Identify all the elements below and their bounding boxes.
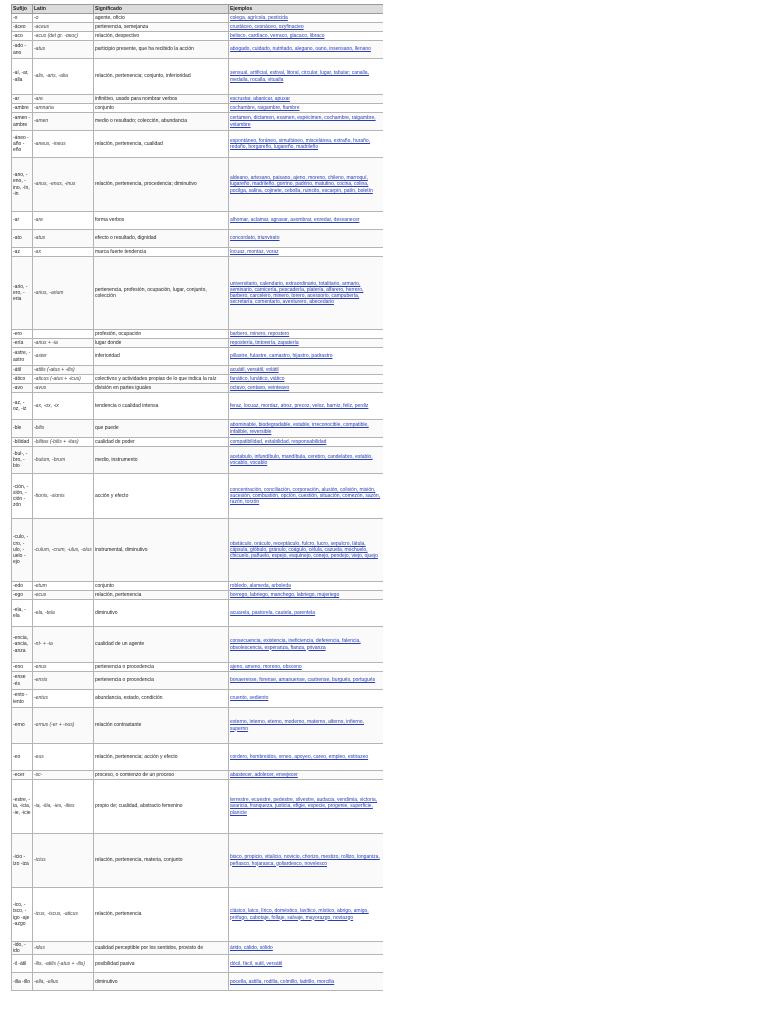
table-row bbox=[12, 384, 384, 393]
table-row bbox=[12, 59, 384, 95]
suffix-cell: -ar bbox=[12, 95, 33, 104]
meaning-cell: conjunto bbox=[94, 104, 229, 113]
table-row bbox=[12, 330, 384, 339]
meaning-cell: relación, pertenencia bbox=[94, 591, 229, 600]
examples-cell bbox=[229, 672, 384, 690]
suffix-cell: -áneo -año -eño bbox=[12, 131, 33, 158]
example-links[interactable]: octavo, centavo, veinteavo bbox=[230, 384, 290, 391]
table-row bbox=[12, 212, 384, 230]
meaning-cell: cualidad de un agente bbox=[94, 627, 229, 663]
table-row bbox=[12, 780, 384, 834]
examples-cell bbox=[229, 348, 384, 366]
table-body bbox=[12, 14, 384, 991]
meaning-cell: participio presente, que ha recibido la acción bbox=[94, 41, 229, 59]
latin-cell: -eus bbox=[33, 744, 94, 771]
examples-cell bbox=[229, 113, 384, 131]
table-row bbox=[12, 438, 384, 447]
latin-cell: -ilis, -atilis (-atus + -ilis) bbox=[33, 955, 94, 973]
examples-cell bbox=[229, 384, 384, 393]
examples-cell bbox=[229, 375, 384, 384]
table-row bbox=[12, 744, 384, 771]
examples-cell bbox=[229, 973, 384, 991]
example-links[interactable]: bisco, propicio, vitalicio, novicio, chorizo, mestizo, rollizo, longaniza, peñasco, hojarasca, goliardesco, novelesco bbox=[230, 854, 380, 867]
latin-cell: -sc- bbox=[33, 771, 94, 780]
examples-cell bbox=[229, 771, 384, 780]
examples-cell bbox=[229, 600, 384, 627]
example-links[interactable]: sensual, artificial, estival, litoral, circular, lugar, tabular; canalla, medalla, rocalla, vitualla bbox=[230, 70, 369, 83]
latin-cell: -anus, -enus, -inus bbox=[33, 158, 94, 212]
latin-cell: -atus bbox=[33, 41, 94, 59]
meaning-cell: colectivos y actividades propias de lo que indica la raíz bbox=[94, 375, 229, 384]
suffix-cell: -ario, -ero, -eria bbox=[12, 257, 33, 330]
examples-cell bbox=[229, 23, 384, 32]
suffix-cell: -avo bbox=[12, 384, 33, 393]
examples-cell bbox=[229, 708, 384, 744]
meaning-cell: cualidad de poder bbox=[94, 438, 229, 447]
example-links[interactable]: bonaerense, forense, amanuense, castrense, burgués, portugués bbox=[230, 677, 376, 684]
examples-cell bbox=[229, 104, 384, 113]
meaning-cell: diminutivo bbox=[94, 600, 229, 627]
meaning-cell: profesión, ocupación bbox=[94, 330, 229, 339]
table-header bbox=[12, 5, 384, 14]
suffix-cell: -átil bbox=[12, 366, 33, 375]
suffix-cell: -estre, -ia, -icia, -ie, -icie bbox=[12, 780, 33, 834]
table-row bbox=[12, 708, 384, 744]
table-row bbox=[12, 158, 384, 212]
suffix-cell: -ado -ano bbox=[12, 41, 33, 59]
table-row bbox=[12, 41, 384, 59]
latin-cell: -icus, -iscus, -aticus bbox=[33, 888, 94, 942]
meaning-cell: infinitivo, usado para nombrar verbos bbox=[94, 95, 229, 104]
meaning-cell: lugar donde bbox=[94, 339, 229, 348]
latin-cell: -ia, -itia, -ies, -ities bbox=[33, 780, 94, 834]
latin-cell: -idus bbox=[33, 942, 94, 955]
header-meaning: Significado bbox=[94, 5, 229, 14]
example-links[interactable]: concordato, triunvirato bbox=[230, 235, 280, 242]
example-links[interactable]: universitario, calendario, extraordinario, totalitario, armario, seminario, carnicería, pescadería, platería, alfarero, herrero, barbero, carcelero, minero, torero, acessorio, campubería, secretaría, comentario, aventurero, abecedario bbox=[230, 280, 364, 306]
latin-cell: -atus bbox=[33, 230, 94, 248]
meaning-cell: pertenencia, profesión, ocupación, lugar, conjunto, colección bbox=[94, 257, 229, 330]
example-links[interactable]: pillastre, fulastre, camastro, hijastro, padrastro bbox=[230, 353, 333, 360]
table-row bbox=[12, 474, 384, 519]
examples-cell bbox=[229, 582, 384, 591]
example-links[interactable]: obstáculo, oráculo, receptáculo, fulcro, lucro, sepulcro, látula, cápsula, glóbulo, gránulo, coágulo, célula, cazuela, mochuelo, chicuelo, pañuelo, espejo, esquinejo, conejo, pendejo, viejo, ojuejo bbox=[230, 540, 378, 560]
meaning-cell: instrumental, diminutivo bbox=[94, 519, 229, 582]
suffix-cell: -ico, -isco, -igo -aje -azgo bbox=[12, 888, 33, 942]
suffix-cell: -ense -és bbox=[12, 672, 33, 690]
example-links[interactable]: acuarela, pastorela, cautela, parentela bbox=[230, 609, 316, 616]
examples-cell bbox=[229, 230, 384, 248]
latin-cell: -ax, -ox, -ix bbox=[33, 393, 94, 420]
examples-cell bbox=[229, 330, 384, 339]
suffix-cell: -eno bbox=[12, 663, 33, 672]
suffix-cell: -ción, -sión, -ción -zón bbox=[12, 474, 33, 519]
examples-cell bbox=[229, 41, 384, 59]
header-row bbox=[12, 5, 384, 14]
suffix-cell: -ar bbox=[12, 212, 33, 230]
example-links[interactable]: espontáneo, foráneo, simultáneo, miscelánea, extraño, huraño, redaño, borgareño, lugareño, madrileño bbox=[230, 137, 371, 150]
suffix-cell: -ido, -ido bbox=[12, 942, 33, 955]
latin-cell: -ecus bbox=[33, 591, 94, 600]
latin-cell: -culum, -crum, -ulus, -olus bbox=[33, 519, 94, 582]
meaning-cell: relación, pertenencia, procedencia; diminutivo bbox=[94, 158, 229, 212]
table-row bbox=[12, 663, 384, 672]
table-row bbox=[12, 257, 384, 330]
meaning-cell: relación, pertenencia bbox=[94, 888, 229, 942]
suffix-cell: -ático bbox=[12, 375, 33, 384]
suffix-cell: -ego bbox=[12, 591, 33, 600]
example-links[interactable]: escrustar, abanicar, apuxar bbox=[230, 95, 291, 102]
meaning-cell: posibilidad pasiva bbox=[94, 955, 229, 973]
examples-cell bbox=[229, 519, 384, 582]
suffix-cell: -ela, -ela bbox=[12, 600, 33, 627]
examples-cell bbox=[229, 212, 384, 230]
suffix-cell: -encia, -ancia, -anza bbox=[12, 627, 33, 663]
latin-cell: -arius + -ia bbox=[33, 339, 94, 348]
latin-cell: -entus bbox=[33, 690, 94, 708]
meaning-cell: proceso, o comienzo de un proceso bbox=[94, 771, 229, 780]
latin-cell: -tionis, -sionis bbox=[33, 474, 94, 519]
latin-cell: -amen bbox=[33, 113, 94, 131]
example-links[interactable]: feraz, locuaz, mordaz, atroz, precoz, veloz, barniz, feliz, perdiz bbox=[230, 402, 369, 409]
table-row bbox=[12, 95, 384, 104]
suffix-cell: -erno bbox=[12, 708, 33, 744]
examples-cell bbox=[229, 14, 384, 23]
table-row bbox=[12, 600, 384, 627]
examples-cell bbox=[229, 942, 384, 955]
examples-cell bbox=[229, 366, 384, 375]
latin-cell: -atilis (-atus + -ilis) bbox=[33, 366, 94, 375]
suffix-cell: -eo bbox=[12, 744, 33, 771]
suffix-table-document bbox=[11, 4, 383, 999]
examples-cell bbox=[229, 438, 384, 447]
meaning-cell: efecto o resultado, dignidad bbox=[94, 230, 229, 248]
meaning-cell: relación contrastante bbox=[94, 708, 229, 744]
suffix-cell: -bilidad bbox=[12, 438, 33, 447]
example-links[interactable]: colega, agrícola, pesticida bbox=[230, 14, 288, 21]
examples-cell bbox=[229, 663, 384, 672]
example-links[interactable]: compatibilidad, estabilidad, responsabilidad bbox=[230, 438, 327, 445]
suffix-cell: -amen -ambre bbox=[12, 113, 33, 131]
latin-cell: -acus (del gr. -ακος) bbox=[33, 32, 94, 41]
example-links[interactable]: consecuencia, existencia, ineficiencia, deferencia, falencia, obsolescencia, esperanza, fianza, privanza bbox=[230, 638, 361, 651]
suffix-cell: -ano, -eno, -ino, -ín, -in bbox=[12, 158, 33, 212]
meaning-cell: abundancia, estado, condición bbox=[94, 690, 229, 708]
example-links[interactable]: fanático, lunático, viático bbox=[230, 375, 285, 382]
examples-cell bbox=[229, 780, 384, 834]
example-links[interactable]: locuaz, montaz, voraz bbox=[230, 248, 279, 255]
table-row bbox=[12, 23, 384, 32]
meaning-cell: relación, pertenencia, cualidad bbox=[94, 131, 229, 158]
latin-cell: -are bbox=[33, 95, 94, 104]
meaning-cell: medio o resultado; colección, abundancia bbox=[94, 113, 229, 131]
latin-cell: -ernus (-er + -nus) bbox=[33, 708, 94, 744]
examples-cell bbox=[229, 257, 384, 330]
latin-cell: -icius bbox=[33, 834, 94, 888]
suffix-cell: -illa -illo bbox=[12, 973, 33, 991]
examples-cell bbox=[229, 447, 384, 474]
meaning-cell: agente, oficio bbox=[94, 14, 229, 23]
table-row bbox=[12, 942, 384, 955]
example-links[interactable]: barbero, minero, repostero bbox=[230, 330, 290, 337]
example-links[interactable]: concentración, conciliación, corporación, alusión, colisión, misión, sucesión, combustión, opción, cuestión, situación, comezón, sazón, razón, torzón bbox=[230, 486, 381, 506]
examples-cell bbox=[229, 95, 384, 104]
meaning-cell: relación, pertenencia; acción y efecto bbox=[94, 744, 229, 771]
table-row bbox=[12, 955, 384, 973]
latin-cell: -etum bbox=[33, 582, 94, 591]
latin-cell: -nt- + -ia bbox=[33, 627, 94, 663]
latin-cell: -ax bbox=[33, 248, 94, 257]
meaning-cell: que puede bbox=[94, 420, 229, 438]
latin-cell: -are bbox=[33, 212, 94, 230]
example-links[interactable]: belisco, cardíaco, verraco, glacaco, libraco bbox=[230, 32, 325, 39]
example-links[interactable]: terrestre, ecuestre, pedestre, silvestre, audacia, vendimia, victoria, avaricia, franqueza, justicia, efigie, especie, progenie, superficie, planicie bbox=[230, 797, 378, 816]
latin-cell: -aster bbox=[33, 348, 94, 366]
suffix-cell: -icio -izo -iza bbox=[12, 834, 33, 888]
examples-cell bbox=[229, 591, 384, 600]
suffix-cell: -al, -ar, -alla bbox=[12, 59, 33, 95]
meaning-cell: acción y efecto bbox=[94, 474, 229, 519]
suffix-cell: -bul-, -bro, -bio bbox=[12, 447, 33, 474]
examples-cell bbox=[229, 131, 384, 158]
meaning-cell: diminutivo bbox=[94, 973, 229, 991]
meaning-cell: medio, instrumento bbox=[94, 447, 229, 474]
latin-cell: -ella, -ellus bbox=[33, 973, 94, 991]
table-row bbox=[12, 104, 384, 113]
table-row bbox=[12, 888, 384, 942]
meaning-cell: pertenencia o procedencia bbox=[94, 663, 229, 672]
example-links[interactable]: ajeno, ameno, moreno, obsceno bbox=[230, 663, 302, 670]
table-row bbox=[12, 248, 384, 257]
examples-cell bbox=[229, 690, 384, 708]
meaning-cell: propio de; cualidad, abstracto femenino bbox=[94, 780, 229, 834]
suffix-cell: -ería bbox=[12, 339, 33, 348]
latin-cell: -aneus, -ineus bbox=[33, 131, 94, 158]
example-links[interactable]: certamen, dictamen, examen, espécimen, cochambre, raigambre, velambre bbox=[230, 115, 376, 128]
example-links[interactable]: alhomar, aclamar, agravar, asombrar, enredar, desvanecer bbox=[230, 217, 360, 224]
example-links[interactable]: aldeano, artesano, paisano, ajeno, moreno, chileno, marroquí, lugareño, madrileño, gorrino, padrino, matutino, cocina, colina, pocilga, salina, cojinete, cebolla, ruincito, escarpín, patín, boletín bbox=[230, 175, 373, 194]
latin-cell: -arius, -arium bbox=[33, 257, 94, 330]
table-row bbox=[12, 973, 384, 991]
examples-cell bbox=[229, 627, 384, 663]
latin-cell: -bilitas (-bilis + -itas) bbox=[33, 438, 94, 447]
table-row bbox=[12, 339, 384, 348]
table-row bbox=[12, 591, 384, 600]
meaning-cell: división en partes iguales bbox=[94, 384, 229, 393]
table-row bbox=[12, 420, 384, 438]
meaning-cell: relación, pertenencia, materia, conjunto bbox=[94, 834, 229, 888]
latin-cell: -bilis bbox=[33, 420, 94, 438]
meaning-cell bbox=[94, 366, 229, 375]
latin-cell: -enus bbox=[33, 663, 94, 672]
table-row bbox=[12, 582, 384, 591]
table-row bbox=[12, 32, 384, 41]
example-links[interactable]: abogado, cuidado, nutritado, alegano, oano, insensano, llenano bbox=[230, 46, 371, 53]
table-row bbox=[12, 348, 384, 366]
suffix-cell: -áceo bbox=[12, 23, 33, 32]
suffix-cell: -aco bbox=[12, 32, 33, 41]
table-row bbox=[12, 375, 384, 384]
table-row bbox=[12, 672, 384, 690]
table-row bbox=[12, 771, 384, 780]
table-row bbox=[12, 14, 384, 23]
example-links[interactable]: cordero, hombreidos, orneo, apoyeo, careo, empleo, estirazeo bbox=[230, 753, 369, 760]
example-links[interactable]: robledo, alameda, arboleda bbox=[230, 582, 291, 589]
latin-cell: -avus bbox=[33, 384, 94, 393]
latin-cell: -aceus bbox=[33, 23, 94, 32]
latin-cell: -ensis bbox=[33, 672, 94, 690]
latin-cell: -alis, -aris, -alia bbox=[33, 59, 94, 95]
examples-cell bbox=[229, 420, 384, 438]
latin-cell: -aticus (-atus + -icus) bbox=[33, 375, 94, 384]
example-links[interactable]: acetabulo, infundíbulo, mandíbula, cerebro, candelabro, establo, vocablo, vocablo bbox=[230, 453, 373, 466]
example-links[interactable]: clásico, laico, lírico, doméstico, lavítico, místico, abrigo, amigo, prófugo, cabotaje, follaje, salvaje, mayorazgo, noviazgo bbox=[230, 908, 369, 921]
suffix-cell: -az bbox=[12, 248, 33, 257]
suffix-cell: -ato bbox=[12, 230, 33, 248]
table-row bbox=[12, 690, 384, 708]
latin-cell: -o bbox=[33, 14, 94, 23]
meaning-cell: inferioridad bbox=[94, 348, 229, 366]
latin-cell bbox=[33, 330, 94, 339]
example-links[interactable]: crustáceo, cesnáceo, ozyfinacieo bbox=[230, 23, 304, 30]
meaning-cell: marca fuerte tendencia bbox=[94, 248, 229, 257]
table-row bbox=[12, 131, 384, 158]
examples-cell bbox=[229, 248, 384, 257]
suffix-cell: -o bbox=[12, 14, 33, 23]
meaning-cell: cualidad perceptible por los sentidos, provisto de bbox=[94, 942, 229, 955]
examples-cell bbox=[229, 158, 384, 212]
example-links[interactable]: cochambre, raigambre, fiambre bbox=[230, 104, 300, 111]
examples-cell bbox=[229, 955, 384, 973]
suffix-cell: -ambre bbox=[12, 104, 33, 113]
meaning-cell: conjunto bbox=[94, 582, 229, 591]
suffix-cell: -edo bbox=[12, 582, 33, 591]
example-links[interactable]: pocella, astilla, rodilla, colmillo, ladrillo, morcilla bbox=[230, 978, 335, 985]
table-row bbox=[12, 834, 384, 888]
table-row bbox=[12, 230, 384, 248]
table-row bbox=[12, 447, 384, 474]
table-row bbox=[12, 393, 384, 420]
meaning-cell: relación, despectivo bbox=[94, 32, 229, 41]
example-links[interactable]: árido, cálido, sólido bbox=[230, 945, 273, 952]
suffix-table bbox=[11, 4, 383, 991]
table-row bbox=[12, 519, 384, 582]
meaning-cell: pertenencia, semejanza bbox=[94, 23, 229, 32]
table-row bbox=[12, 113, 384, 131]
examples-cell bbox=[229, 888, 384, 942]
examples-cell bbox=[229, 59, 384, 95]
example-links[interactable]: cruento, sediento bbox=[230, 695, 269, 702]
example-links[interactable]: repostería, tintorería, zapatería bbox=[230, 339, 299, 346]
latin-cell: -amnaria bbox=[33, 104, 94, 113]
examples-cell bbox=[229, 834, 384, 888]
example-links[interactable]: acuátil, versátil, volátil bbox=[230, 366, 279, 373]
example-links[interactable]: borrego, labriego, manchego, labriego, mujeriego bbox=[230, 591, 340, 598]
examples-cell bbox=[229, 393, 384, 420]
example-links[interactable]: abominable, biodegradable, estable, irreconocible, compatible, infalible, reversible bbox=[230, 422, 369, 435]
suffix-cell: -astre, -astro bbox=[12, 348, 33, 366]
example-links[interactable]: externo, interno, eterno, moderno, materno, alterno, infierno, superno bbox=[230, 719, 364, 732]
example-links[interactable]: abastecer, adolecer, envejecer bbox=[230, 771, 298, 778]
header-latin: Latín bbox=[33, 5, 94, 14]
header-suffix: Sufijo bbox=[12, 5, 33, 14]
meaning-cell: tendencia o cualidad intensa bbox=[94, 393, 229, 420]
examples-cell bbox=[229, 32, 384, 41]
examples-cell bbox=[229, 744, 384, 771]
table-row bbox=[12, 627, 384, 663]
suffix-cell: -ble bbox=[12, 420, 33, 438]
examples-cell bbox=[229, 474, 384, 519]
suffix-cell: -ero bbox=[12, 330, 33, 339]
table-row bbox=[12, 366, 384, 375]
suffix-cell: -ecer bbox=[12, 771, 33, 780]
latin-cell: -bulum, -brum bbox=[33, 447, 94, 474]
meaning-cell: relación, pertenencia; conjunto, inferioridad bbox=[94, 59, 229, 95]
suffix-cell: -culo, -cro, -ulo, -uelo -ejo bbox=[12, 519, 33, 582]
header-examples: Ejemplos bbox=[229, 5, 384, 14]
examples-cell bbox=[229, 339, 384, 348]
meaning-cell: forma verbos bbox=[94, 212, 229, 230]
example-links[interactable]: dócil, fácil, sutil, versátil bbox=[230, 960, 283, 967]
latin-cell: -ela, -tela bbox=[33, 600, 94, 627]
suffix-cell: -ento -iento bbox=[12, 690, 33, 708]
suffix-cell: -il -átil bbox=[12, 955, 33, 973]
suffix-cell: -az, -oz, -iz bbox=[12, 393, 33, 420]
meaning-cell: pertenencia o procedencia bbox=[94, 672, 229, 690]
